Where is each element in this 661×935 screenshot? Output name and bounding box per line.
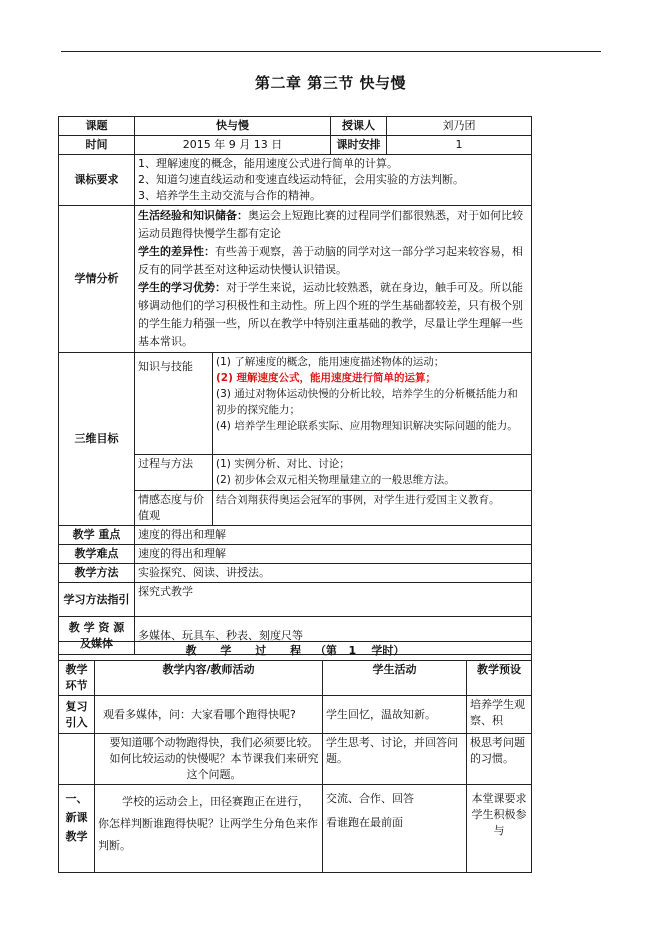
table-row-intent: 本堂课要求学生积极参与 bbox=[467, 785, 532, 873]
methods-value: 实验探究、阅读、讲授法。 bbox=[135, 564, 532, 583]
knowledge-label: 知识与技能 bbox=[135, 353, 213, 455]
analysis-content bbox=[135, 206, 532, 353]
content-header: 教学内容/教师活动 bbox=[95, 661, 323, 696]
knowledge-item: (4) 培养学生理论联系实际、应用物理知识解决实际问题的能力。 bbox=[216, 420, 518, 432]
process-period-left: （第 bbox=[314, 644, 337, 657]
analysis-p1: 奥运会上短跑比赛的过程同学们都很熟悉，对于如何比较运动员跑得快慢学生都有定论 bbox=[138, 209, 523, 240]
process-method-content bbox=[213, 455, 532, 491]
standard-item: 1、理解速度的概念，能用速度公式进行简单的计算。 bbox=[138, 157, 398, 170]
analysis-p2: 有些善于观察，善于动脑的同学对这一部分学习起来较容易，相反有的同学甚至对这种运动快慢认识错误。 bbox=[138, 245, 523, 276]
difficulty-label: 教学难点 bbox=[59, 545, 135, 564]
standard-item: 2、知道匀速直线运动和变速直线运动特征，会用实验的方法判断。 bbox=[138, 173, 464, 186]
table-row-stage: 复习引入 bbox=[59, 696, 95, 734]
table-row-content: 学校的运动会上，田径赛跑正在进行，你怎样判断谁跑得快呢？让两学生分角色来作判断。 bbox=[95, 785, 323, 873]
lesson-info-table bbox=[58, 116, 532, 655]
teacher-value: 刘乃团 bbox=[387, 117, 532, 136]
analysis-label: 学情分析 bbox=[59, 206, 135, 353]
teaching-process-table bbox=[58, 641, 532, 873]
teacher-label: 授课人 bbox=[331, 117, 387, 136]
table-row-stage: 一、新课教学 bbox=[59, 785, 95, 873]
analysis-p3: 对于学生来说，运动比较熟悉，就在身边，触手可及。所以能够调动他们的学习积极性和主动性。所上四个班的学生基础都较差，只有极个别的学生能力稍强一些，所以在教学中特别注重基础的教学，尽量让学生理解一些基本常识。 bbox=[138, 281, 523, 348]
resources-label: 教 学 资 源 及媒体 bbox=[59, 617, 135, 655]
process-period-right: 学时） bbox=[371, 644, 405, 657]
knowledge-item: (3) 通过对物体运动快慢的分析比较，培养学生的分析概括能力和初步的探究能力； bbox=[216, 388, 518, 416]
standard-item: 3、培养学生主动交流与合作的精神。 bbox=[138, 189, 321, 202]
difficulty-value: 速度的得出和理解 bbox=[135, 545, 532, 564]
stage-header: 教学环节 bbox=[59, 661, 95, 696]
topic-label: 课题 bbox=[59, 117, 135, 136]
student-header: 学生活动 bbox=[323, 661, 467, 696]
table-row-student: 学生回忆，温故知新。 bbox=[323, 696, 467, 734]
table-row-stage bbox=[59, 734, 95, 785]
analysis-p2-heading: 学生的差异性： bbox=[138, 245, 215, 258]
resources-value: 多媒体、玩具车、秒表、刻度尺等 bbox=[135, 617, 532, 655]
process-method-label: 过程与方法 bbox=[135, 455, 213, 491]
process-period-number: 1 bbox=[348, 644, 357, 657]
key-point-label: 教学 重点 bbox=[59, 526, 135, 545]
analysis-p3-heading: 学生的学习优势： bbox=[138, 281, 226, 294]
student-activity-a: 交流、合作、回答 bbox=[326, 792, 414, 805]
time-label: 时间 bbox=[59, 136, 135, 155]
table-row-intent: 极思考问题的习惯。 bbox=[467, 734, 532, 785]
table-row-content: 观看多媒体，问：大家看哪个跑得快呢? bbox=[95, 696, 323, 734]
standards-label: 课标要求 bbox=[59, 155, 135, 206]
process-title bbox=[59, 642, 532, 661]
header-rule bbox=[61, 51, 601, 52]
process-item: (2) 初步体会双元相关物理量建立的一般思维方法。 bbox=[216, 474, 455, 486]
analysis-p1-heading: 生活经验和知识储备： bbox=[138, 209, 248, 222]
student-activity-b: 看谁跑在最前面 bbox=[326, 816, 403, 829]
knowledge-item: (1) 了解速度的概念，能用速度描述物体的运动； bbox=[216, 356, 445, 368]
attitude-label: 情感态度与价值观 bbox=[135, 491, 213, 526]
table-row-content: 要知道哪个动物跑得快，我们必须要比较。如何比较运动的快慢呢？本节课我们来研究这个问题。 bbox=[95, 734, 323, 785]
periods-value: 1 bbox=[387, 136, 532, 155]
guide-label: 学习方法指引 bbox=[59, 583, 135, 617]
periods-label: 课时安排 bbox=[331, 136, 387, 155]
process-item: (1) 实例分析、对比、讨论； bbox=[216, 458, 350, 470]
guide-value: 探究式教学 bbox=[135, 583, 532, 617]
topic-value: 快与慢 bbox=[135, 117, 331, 136]
methods-label: 教学方法 bbox=[59, 564, 135, 583]
document-title: 第二章 第三节 快与慢 bbox=[255, 74, 406, 92]
standards-content bbox=[135, 155, 532, 206]
process-title-text: 教 学 过 程 bbox=[185, 644, 312, 657]
intent-header: 教学预设 bbox=[467, 661, 532, 696]
table-row-student: 学生思考、讨论，并回答问题。 bbox=[323, 734, 467, 785]
knowledge-content bbox=[213, 353, 532, 455]
knowledge-item-highlight: (2) 理解速度公式，能用速度进行简单的运算； bbox=[216, 372, 437, 384]
table-row-intent: 培养学生观察、积 bbox=[467, 696, 532, 734]
attitude-content: 结合刘翔获得奥运会冠军的事例，对学生进行爱国主义教育。 bbox=[213, 491, 532, 526]
goals-label: 三维目标 bbox=[59, 353, 135, 526]
key-point-value: 速度的得出和理解 bbox=[135, 526, 532, 545]
table-row-student bbox=[323, 785, 467, 873]
date-value: 2015 年 9 月 13 日 bbox=[135, 136, 331, 155]
